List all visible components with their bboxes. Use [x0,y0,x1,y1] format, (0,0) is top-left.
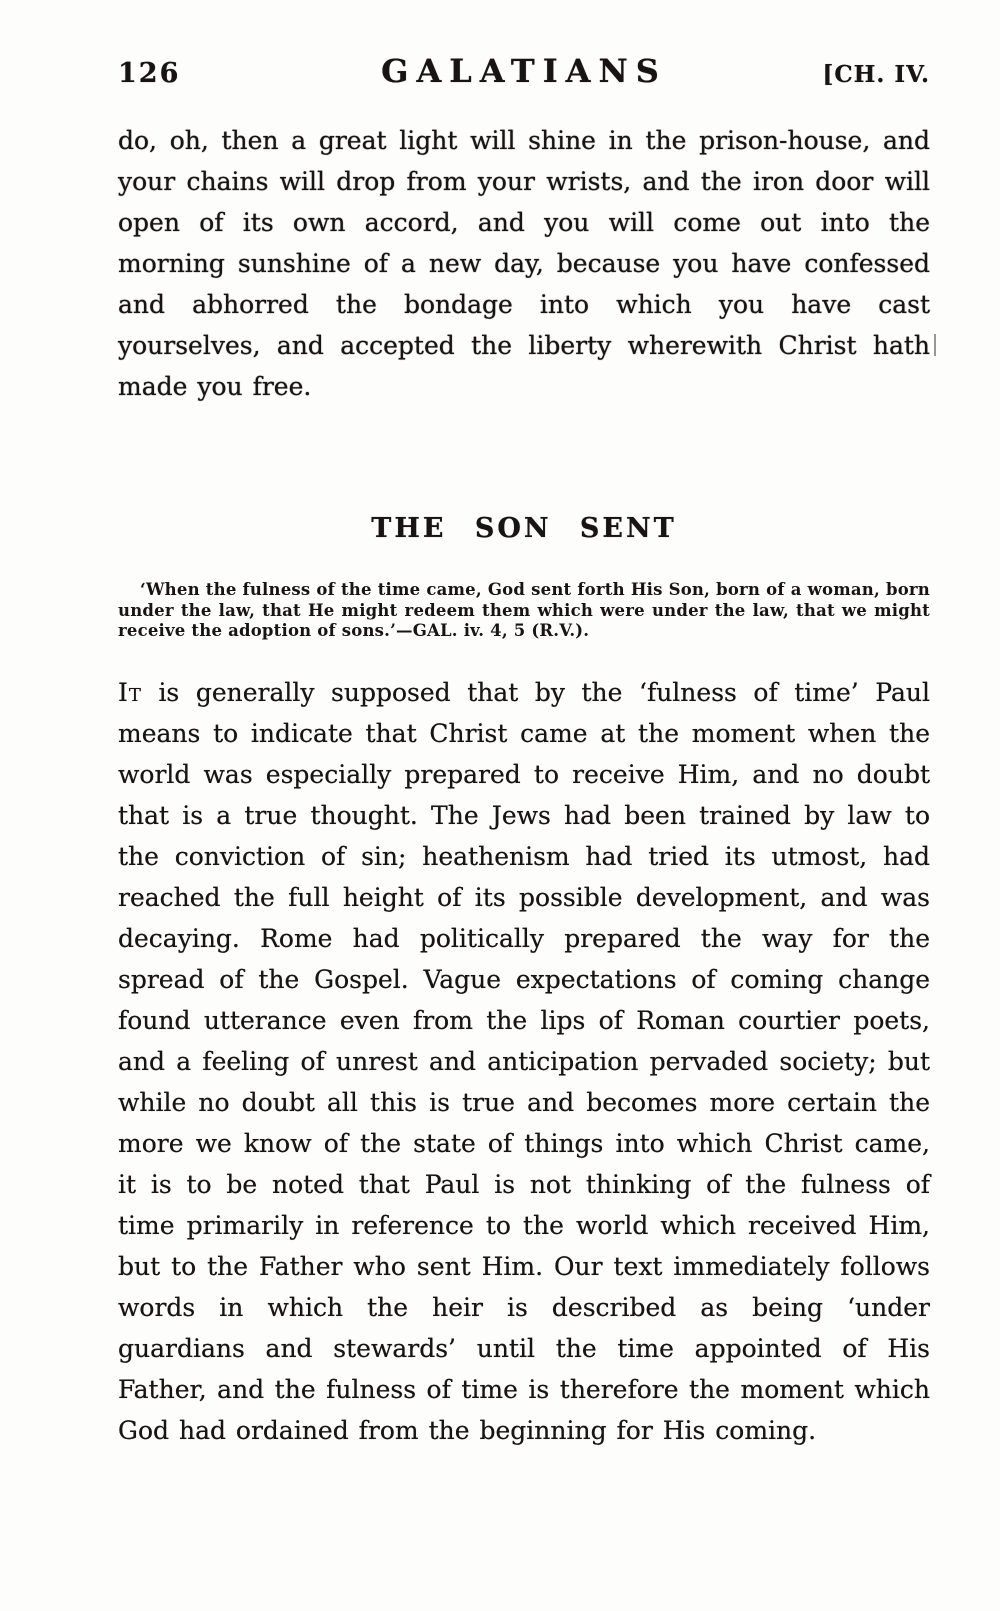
page-number: 126 [118,58,181,89]
paragraph-continuation: do, oh, then a great light will shine in the prison-house, and your chains will drop from your wrists, and the iron door will open of its own accord, and you will come out into the morning sunshine of a new day, because you have confessed and abhorred the bondage into which you have cast yourselves, and accepted the liberty wherewith Christ hath made you free. [118,126,930,401]
section-title: THE SON SENT [371,513,677,544]
sermon-paragraph-text: is generally supposed that by the ‘fulness of time’ Paul means to indicate that Christ came at the moment when the world was especially prepared to receive Him, and no doubt that is a true thought. The Jews had been trained by law to the conviction of sin; heathenism had tried its utmost, had reached the full height of its possible development, and was decaying. Rome had politically prepared the way for the spread of the Gospel. Vague expectations of coming change found utterance even from the lips of Roman courtier poets, and a feeling of unrest and anticipation pervaded society; but while no doubt all this is true and becomes more certain the more we know of the state of things into which Christ came, it is to be noted that Paul is not thinking of the fulness of time primarily in reference to the world which received Him, but to the Father who sent Him. Our text immediately follows words in which the heir is described as being ‘under guardians and stewards’ until the time appointed of His Father, and the fulness of time is therefore the moment which God had ordained from the beginning for His coming. [118,677,930,1445]
sermon-paragraph [118,672,930,1451]
scan-artifact-mark [934,334,936,356]
book-title: GALATIANS [381,52,667,90]
chapter-label: [CH. IV. [822,61,930,88]
scripture-epigraph: ‘When the fulness of the time came, God sent forth His Son, born of a woman, born under the law, that He might redeem them which were under the law, that we might receive the adoption of sons.’—GAL. iv. 4, 5 (R.V.). [118,580,930,640]
page-header [118,52,930,90]
lead-word: It [118,677,142,707]
